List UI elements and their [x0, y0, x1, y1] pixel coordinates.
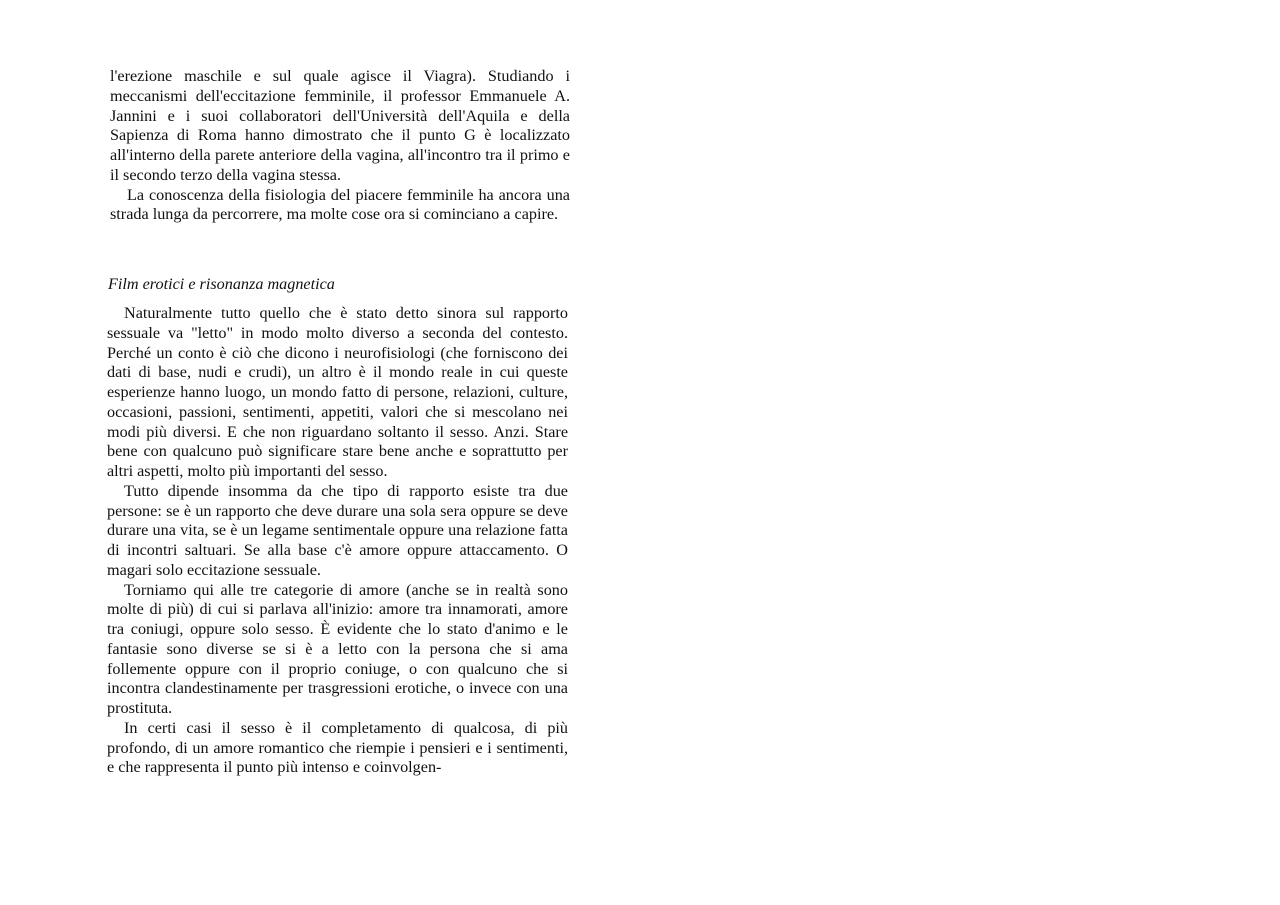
- paragraph-context: Naturalmente tutto quello che è stato detto sinora sul rapporto sessuale va "letto" in modo molto diverso a seconda del contesto. Perché un conto è ciò che dicono i neurofisiologi (che forniscono dei dati di base, nudi e crudi), un altro è il mondo reale in cui queste esperienze hanno luogo, un mondo fatto di persone, relazioni, culture, occasioni, passioni, sentimenti, appetiti, valori che si mescolano nei modi più diversi. E che non riguardano soltanto il sesso. Anzi. Stare bene con qualcuno può significare stare bene anche e soprattutto per altri aspetti, molto più importanti del sesso.: [107, 304, 568, 480]
- paragraph-female-physiology: La conoscenza della fisiologia del piacere femminile ha ancora una strada lunga da percorrere, ma molte cose ora si cominciano a capire.: [110, 185, 570, 224]
- text-block-section: [107, 304, 568, 778]
- paragraph-g-spot: l'erezione maschile e sul quale agisce il Viagra). Studiando i meccanismi dell'eccitazione femminile, il professor Emmanuele A. Jannini e i suoi collaboratori dell'Università dell'Aquila e della Sapienza di Roma hanno dimostrato che il punto G è localizzato all'interno della parete anteriore della vagina, all'incontro tra il primo e il secondo terzo della vagina stessa.: [110, 67, 570, 184]
- paragraph-completion: In certi casi il sesso è il completamento di qualcosa, di più profondo, di un amore romantico che riempie i pensieri e i sentimenti, e che rappresenta il punto più intenso e coinvolgen-: [107, 718, 568, 777]
- paragraph-relationship-type: Tutto dipende insomma da che tipo di rapporto esiste tra due persone: se è un rapporto che deve durare una sola sera oppure se deve durare una vita, se è un legame sentimentale oppure una relazione fatta di incontri saltuari. Se alla base c'è amore oppure attaccamento. O magari solo eccitazione sessuale.: [107, 481, 568, 579]
- section-heading: Film erotici e risonanza magnetica: [108, 275, 335, 293]
- paragraph-love-categories: Torniamo qui alle tre categorie di amore (anche se in realtà sono molte di più) di cui si parlava all'inizio: amore tra innamorati, amore tra coniugi, oppure solo sesso. È evidente che lo stato d'animo e le fantasie sono diverse se si è a letto con la persona che si ama follemente oppure con il proprio coniuge, o con qualcuno che si incontra clandestinamente per trasgressioni erotiche, o invece con una prostituta.: [107, 580, 568, 717]
- text-block-top: [110, 67, 570, 225]
